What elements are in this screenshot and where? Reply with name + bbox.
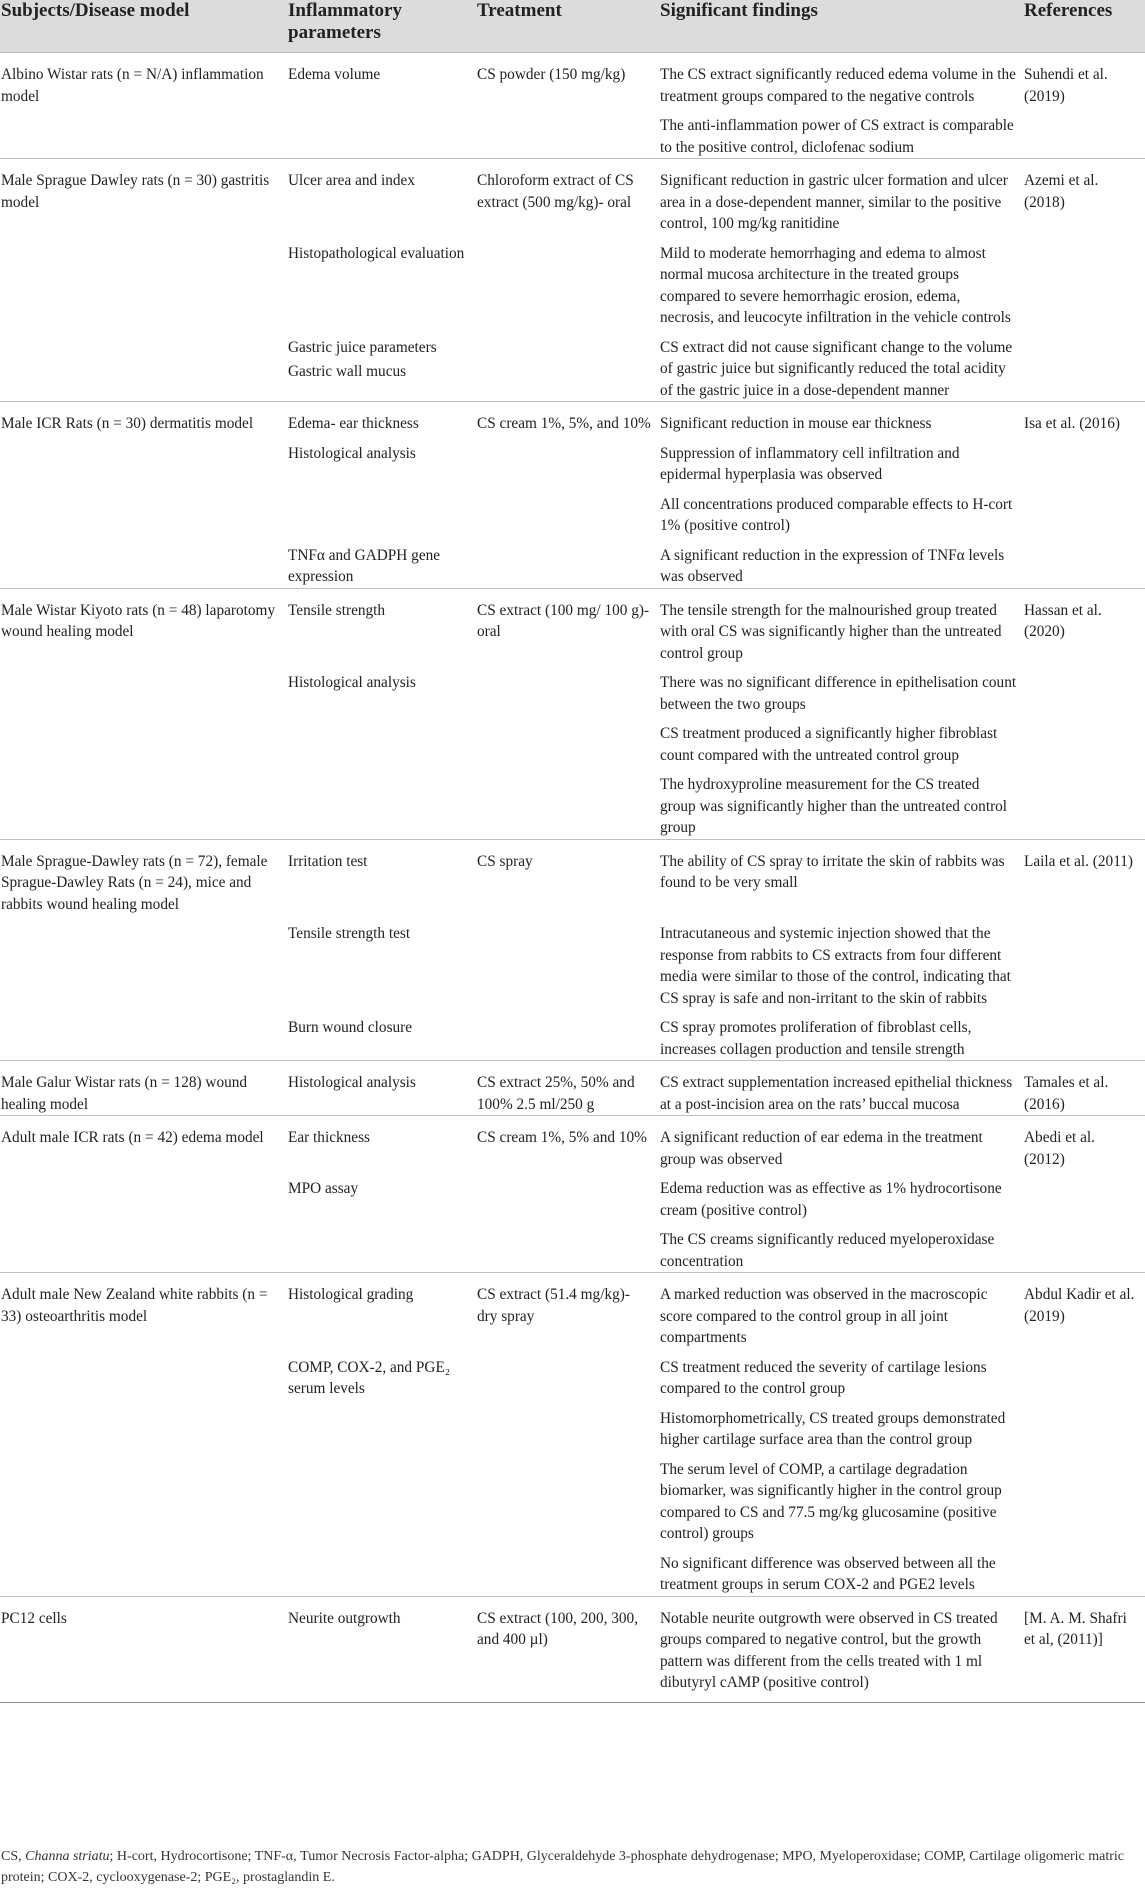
- cell-finding-text: A significant reduction of ear edema in the treatment group was observed: [660, 1129, 983, 1168]
- cell-reference: [1024, 486, 1145, 537]
- cell-finding-text: No significant difference was observed between all the treatment groups in serum COX-2 and PGE2 levels: [660, 1554, 996, 1593]
- table-row: [0, 435, 1145, 486]
- cell-parameter: [288, 839, 477, 915]
- table-row: [0, 715, 1145, 766]
- cell-finding: [660, 1116, 1024, 1171]
- cell-finding-text: Intracutaneous and systemic injection showed that the response from rabbits to CS extracts from four different media were similar to those of the control, indicating that CS spray is safe and non-irritant to the skin of rabbits: [660, 925, 1011, 1007]
- cell-treatment: [477, 588, 660, 664]
- cell-finding-text: A significant reduction in the expression of TNFα levels was observed: [660, 546, 1005, 585]
- cell-treatment-text: CS spray: [477, 852, 533, 870]
- cell-finding-text: The hydroxyproline measurement for the CS treated group was significantly higher than the untreated control group: [660, 776, 1008, 836]
- table-row: [0, 1545, 1145, 1597]
- cell-reference: [1024, 1596, 1145, 1702]
- cell-subject: [0, 537, 288, 589]
- cell-subject: [0, 1170, 288, 1221]
- cell-finding-text: A marked reduction was observed in the macroscopic score compared to the control group in all joint compartments: [660, 1286, 988, 1346]
- cell-treatment: [477, 1221, 660, 1273]
- cell-parameter-text: Histological analysis: [288, 674, 416, 691]
- cell-parameter-text: Tensile strength test: [288, 925, 411, 942]
- cell-treatment: [477, 1596, 660, 1702]
- cell-parameter-text: Ear thickness: [288, 1129, 370, 1146]
- cell-subject: [0, 1349, 288, 1400]
- cell-reference: [1024, 839, 1145, 915]
- cell-finding-text: CS extract did not cause significant change to the volume of gastric juice but significantly reduced the total acidity of the gastric juice in a dose-dependent manner: [660, 338, 1013, 399]
- cell-finding: [660, 1221, 1024, 1273]
- cell-treatment: [477, 1116, 660, 1171]
- cell-subject: [0, 1221, 288, 1273]
- cell-treatment-text: CS extract (51.4 mg/kg)- dry spray: [477, 1286, 630, 1325]
- table-row: [0, 588, 1145, 664]
- cell-finding-text: CS extract supplementation increased epithelial thickness at a post-incision area on the rats’ buccal mucosa: [660, 1074, 1013, 1113]
- cell-parameter: [288, 1061, 477, 1116]
- cell-treatment-text: Chloroform extract of CS extract (500 mg/kg)- oral: [477, 172, 634, 211]
- cell-subject: [0, 1400, 288, 1451]
- cell-reference: [1024, 1009, 1145, 1061]
- cell-parameter: [288, 766, 477, 839]
- table-row: [0, 329, 1145, 402]
- table-row: [0, 1451, 1145, 1545]
- cell-finding: [660, 664, 1024, 715]
- cell-parameter: [288, 588, 477, 664]
- cell-reference: [1024, 1349, 1145, 1400]
- table-row: [0, 537, 1145, 589]
- cell-subject: [0, 107, 288, 159]
- cell-treatment: [477, 839, 660, 915]
- header-findings: Significant findings: [660, 0, 1024, 53]
- table-row: [0, 1273, 1145, 1349]
- cell-finding-text: The ability of CS spray to irritate the skin of rabbits was found to be very small: [660, 852, 1005, 891]
- cell-finding: [660, 1596, 1024, 1702]
- cell-treatment: [477, 915, 660, 1009]
- cell-treatment: [477, 486, 660, 537]
- header-parameters: Inflammatory parameters: [288, 0, 477, 53]
- table-body: [0, 53, 1145, 1703]
- cell-reference-text: Tamales et al. (2016): [1024, 1074, 1109, 1113]
- cell-parameter: [288, 1116, 477, 1171]
- cell-parameter-text: MPO assay: [288, 1180, 359, 1197]
- cell-parameter: [288, 486, 477, 537]
- cell-finding: [660, 588, 1024, 664]
- cell-reference: [1024, 402, 1145, 435]
- cell-parameter: [288, 435, 477, 486]
- cell-parameter-text: Histological analysis: [288, 444, 416, 462]
- cell-finding: [660, 1545, 1024, 1597]
- cell-reference-text: Hassan et al. (2020): [1024, 601, 1102, 640]
- table-row: [0, 235, 1145, 329]
- cell-finding-text: Mild to moderate hemorrhaging and edema to almost normal mucosa architecture in the treated groups compared to severe hemorrhagic erosion, edema, necrosis, and leucocyte infiltration in the vehicle controls: [660, 244, 1011, 326]
- cell-parameter-text: Histological grading: [288, 1286, 414, 1303]
- cell-parameter: [288, 715, 477, 766]
- cell-finding: [660, 839, 1024, 915]
- cell-finding: [660, 1009, 1024, 1061]
- footnote-species: Channa striatu: [25, 1849, 110, 1864]
- cell-reference: [1024, 1273, 1145, 1349]
- table-row: [0, 839, 1145, 915]
- header-subjects: Subjects/Disease model: [0, 0, 288, 53]
- cell-parameter-text: Histopathological evaluation: [288, 244, 465, 262]
- cell-reference-text: Abdul Kadir et al. (2019): [1024, 1286, 1135, 1325]
- cell-parameter-text: Neurite outgrowth: [288, 1609, 401, 1627]
- cell-treatment-text: CS cream 1%, 5%, and 10%: [477, 415, 651, 432]
- cell-reference: [1024, 159, 1145, 235]
- cell-finding: [660, 107, 1024, 159]
- cell-finding: [660, 402, 1024, 435]
- cell-reference: [1024, 664, 1145, 715]
- cell-treatment: [477, 1170, 660, 1221]
- cell-reference: [1024, 1116, 1145, 1171]
- cell-finding: [660, 1061, 1024, 1116]
- cell-parameter: [288, 1221, 477, 1273]
- cell-treatment: [477, 235, 660, 329]
- table-row: [0, 1400, 1145, 1451]
- cell-finding: [660, 537, 1024, 589]
- cell-finding-text: Edema reduction was as effective as 1% hydrocortisone cream (positive control): [660, 1180, 1002, 1219]
- cell-parameter: [288, 107, 477, 159]
- cell-finding-text: Significant reduction in gastric ulcer formation and ulcer area in a dose-dependent manner, similar to the positive control, 100 mg/kg ranitidine: [660, 172, 1008, 232]
- cell-treatment: [477, 1400, 660, 1451]
- cell-reference: [1024, 715, 1145, 766]
- cell-reference: [1024, 1400, 1145, 1451]
- cell-finding-text: Histomorphometrically, CS treated groups demonstrated higher cartilage surface area than the control group: [660, 1409, 1006, 1448]
- cell-subject-text: Male Sprague Dawley rats (n = 30) gastritis model: [1, 172, 270, 211]
- table-row: [0, 53, 1145, 108]
- cell-finding-text: Notable neurite outgrowth were observed in CS treated groups compared to negative control, but the growth pattern was different from the cells treated with 1 ml dibutyryl cAMP (positive control): [660, 1609, 998, 1691]
- cell-parameter: [288, 1545, 477, 1597]
- table-row: [0, 1221, 1145, 1273]
- cell-parameter: [288, 537, 477, 589]
- cell-treatment: [477, 1009, 660, 1061]
- cell-reference: [1024, 588, 1145, 664]
- cell-reference: [1024, 435, 1145, 486]
- header-references: References: [1024, 0, 1145, 53]
- cell-subject: [0, 664, 288, 715]
- cell-treatment: [477, 1349, 660, 1400]
- cell-finding-text: Significant reduction in mouse ear thickness: [660, 415, 932, 432]
- table-row: [0, 1349, 1145, 1400]
- cell-parameter-text: Gastric juice parameters: [288, 338, 437, 356]
- cell-treatment: [477, 1061, 660, 1116]
- cell-subject: [0, 53, 288, 108]
- cell-subject: [0, 329, 288, 402]
- cell-treatment: [477, 1451, 660, 1545]
- cell-parameter: [288, 53, 477, 108]
- cell-finding: [660, 53, 1024, 108]
- cell-parameter: [288, 1596, 477, 1702]
- table-row: [0, 915, 1145, 1009]
- cell-subject: [0, 839, 288, 915]
- cell-treatment: [477, 1545, 660, 1597]
- cell-parameter: [288, 1273, 477, 1349]
- cell-reference-text: [M. A. M. Shafri et al, (2011)]: [1024, 1609, 1127, 1648]
- cell-parameter-text: Histological analysis: [288, 1074, 416, 1091]
- cell-reference-text: Azemi et al. (2018): [1024, 172, 1099, 211]
- cell-parameter-text: Burn wound closure: [288, 1019, 413, 1036]
- cell-subject-text: Male Sprague-Dawley rats (n = 72), female Sprague-Dawley Rats (n = 24), mice and rabbits wound healing model: [1, 852, 268, 913]
- cell-reference: [1024, 1545, 1145, 1597]
- cell-finding-text: There was no significant difference in epithelisation count between the two groups: [660, 674, 1017, 713]
- cell-parameter-text: Edema- ear thickness: [288, 415, 419, 432]
- cell-subject: [0, 915, 288, 1009]
- cell-finding: [660, 435, 1024, 486]
- table-footnote: [1, 1846, 1141, 1888]
- footnote-text-2: ; H-cort, Hydrocortisone; TNF-α, Tumor Necrosis Factor-alpha; GADPH, Glyceraldehyde 3-phosphate dehydrogenase; MPO, Myeloperoxidase; COMP, Cartilage oligomeric matric protein; COX-2, cyclooxygenase-2; PGE₂, prostaglandin E.: [1, 1849, 1124, 1885]
- cell-parameter-text: Ulcer area and index: [288, 172, 415, 189]
- table-row: [0, 402, 1145, 435]
- cell-subject-text: Adult male New Zealand white rabbits (n = 33) osteoarthritis model: [1, 1286, 268, 1325]
- cell-treatment: [477, 766, 660, 839]
- cell-parameter-text: COMP, COX-2, and PGE₂ serum levels: [288, 1358, 451, 1397]
- cell-finding-text: CS treatment reduced the severity of cartilage lesions compared to the control group: [660, 1358, 987, 1397]
- cell-subject: [0, 588, 288, 664]
- cell-finding: [660, 235, 1024, 329]
- cell-reference: [1024, 53, 1145, 108]
- cell-finding: [660, 915, 1024, 1009]
- header-treatment: Treatment: [477, 0, 660, 53]
- cell-finding-text: CS spray promotes proliferation of fibroblast cells, increases collagen production and tensile strength: [660, 1019, 972, 1058]
- cell-finding: [660, 1349, 1024, 1400]
- cell-subject-text: Male ICR Rats (n = 30) dermatitis model: [1, 415, 254, 432]
- cell-subject: [0, 715, 288, 766]
- cell-treatment: [477, 53, 660, 108]
- cell-finding-text: The CS creams significantly reduced myeloperoxidase concentration: [660, 1231, 995, 1270]
- cell-parameter: [288, 329, 477, 402]
- cell-parameter: [288, 1400, 477, 1451]
- cell-parameter: [288, 402, 477, 435]
- cell-treatment: [477, 402, 660, 435]
- cell-subject: [0, 486, 288, 537]
- cell-reference: [1024, 329, 1145, 402]
- cell-subject: [0, 1116, 288, 1171]
- cell-parameter: [288, 1349, 477, 1400]
- footnote-text-1: CS,: [1, 1849, 26, 1864]
- cell-subject: [0, 1451, 288, 1545]
- cell-finding: [660, 159, 1024, 235]
- cell-parameter: [288, 664, 477, 715]
- cell-parameter-secondary-text: Gastric wall mucus: [288, 363, 407, 380]
- cell-reference: [1024, 915, 1145, 1009]
- cell-treatment: [477, 537, 660, 589]
- cell-parameter: [288, 1009, 477, 1061]
- cell-finding-text: The tensile strength for the malnourished group treated with oral CS was significantly higher than the untreated control group: [660, 601, 1002, 662]
- cell-treatment: [477, 435, 660, 486]
- cell-parameter: [288, 915, 477, 1009]
- cell-reference-text: Suhendi et al. (2019): [1024, 66, 1108, 105]
- cell-reference: [1024, 1170, 1145, 1221]
- cell-subject: [0, 159, 288, 235]
- cell-parameter: [288, 1451, 477, 1545]
- cell-treatment: [477, 1273, 660, 1349]
- cell-reference: [1024, 107, 1145, 159]
- cell-treatment: [477, 159, 660, 235]
- table-row: [0, 159, 1145, 235]
- cell-reference: [1024, 766, 1145, 839]
- cell-finding-text: All concentrations produced comparable effects to H-cort 1% (positive control): [660, 495, 1013, 534]
- cell-subject: [0, 1009, 288, 1061]
- cell-finding: [660, 486, 1024, 537]
- cell-finding: [660, 1170, 1024, 1221]
- table-row: [0, 766, 1145, 839]
- table-row: [0, 1170, 1145, 1221]
- table-row: [0, 1009, 1145, 1061]
- cell-subject-text: Adult male ICR rats (n = 42) edema model: [1, 1129, 264, 1146]
- cell-treatment-text: CS extract (100 mg/ 100 g)- oral: [477, 601, 650, 640]
- cell-reference: [1024, 235, 1145, 329]
- cell-parameter-text: Edema volume: [288, 66, 381, 83]
- cell-parameter: [288, 1170, 477, 1221]
- cell-parameter: [288, 159, 477, 235]
- cell-reference: [1024, 1451, 1145, 1545]
- cell-parameter-text: TNFα and GADPH gene expression: [288, 546, 441, 585]
- cell-finding-text: The CS extract significantly reduced edema volume in the treatment groups compared to the negative controls: [660, 66, 1016, 105]
- cell-finding: [660, 766, 1024, 839]
- cell-subject: [0, 1061, 288, 1116]
- cell-finding: [660, 715, 1024, 766]
- cell-finding: [660, 1273, 1024, 1349]
- cell-reference-text: Laila et al. (2011): [1024, 852, 1134, 870]
- cell-subject: [0, 402, 288, 435]
- cell-parameter-text: Irritation test: [288, 852, 368, 870]
- cell-subject-text: PC12 cells: [1, 1609, 67, 1627]
- cell-reference: [1024, 537, 1145, 589]
- cell-treatment-text: CS powder (150 mg/kg): [477, 66, 626, 83]
- cell-parameter-text: Tensile strength: [288, 601, 386, 619]
- cell-reference: [1024, 1221, 1145, 1273]
- cell-treatment-text: CS cream 1%, 5% and 10%: [477, 1129, 647, 1146]
- cell-subject: [0, 766, 288, 839]
- cell-subject: [0, 1273, 288, 1349]
- cell-finding-text: Suppression of inflammatory cell infiltration and epidermal hyperplasia was observed: [660, 444, 960, 483]
- table-row: [0, 486, 1145, 537]
- cell-treatment-text: CS extract 25%, 50% and 100% 2.5 ml/250 g: [477, 1074, 635, 1113]
- cell-finding-text: The anti-inflammation power of CS extract is comparable to the positive control, diclofenac sodium: [660, 117, 1014, 156]
- cell-treatment: [477, 664, 660, 715]
- cell-reference-text: Abedi et al. (2012): [1024, 1129, 1095, 1168]
- cell-treatment-text: CS extract (100, 200, 300, and 400 µl): [477, 1609, 639, 1648]
- cell-subject-text: Male Galur Wistar rats (n = 128) wound healing model: [1, 1074, 248, 1113]
- cell-parameter: [288, 235, 477, 329]
- cell-subject-text: Albino Wistar rats (n = N/A) inflammation model: [1, 66, 264, 105]
- cell-subject-text: Male Wistar Kiyoto rats (n = 48) laparotomy wound healing model: [1, 601, 276, 640]
- cell-reference: [1024, 1061, 1145, 1116]
- cell-finding-text: The serum level of COMP, a cartilage degradation biomarker, was significantly higher in the control group compared to CS and 77.5 mg/kg glucosamine (positive control) groups: [660, 1460, 1002, 1542]
- cell-treatment: [477, 715, 660, 766]
- table-row: [0, 664, 1145, 715]
- cell-subject: [0, 1545, 288, 1597]
- cell-finding: [660, 1451, 1024, 1545]
- table-header-row: [0, 0, 1145, 53]
- cell-subject: [0, 235, 288, 329]
- cell-finding: [660, 329, 1024, 402]
- cell-subject: [0, 1596, 288, 1702]
- cell-finding-text: CS treatment produced a significantly higher fibroblast count compared with the untreated control group: [660, 725, 998, 764]
- cell-treatment: [477, 329, 660, 402]
- cell-treatment: [477, 107, 660, 159]
- table-row: [0, 107, 1145, 159]
- cell-reference-text: Isa et al. (2016): [1024, 415, 1120, 432]
- cell-subject: [0, 435, 288, 486]
- table-row: [0, 1116, 1145, 1171]
- table-row: [0, 1596, 1145, 1702]
- cell-finding: [660, 1400, 1024, 1451]
- table-row: [0, 1061, 1145, 1116]
